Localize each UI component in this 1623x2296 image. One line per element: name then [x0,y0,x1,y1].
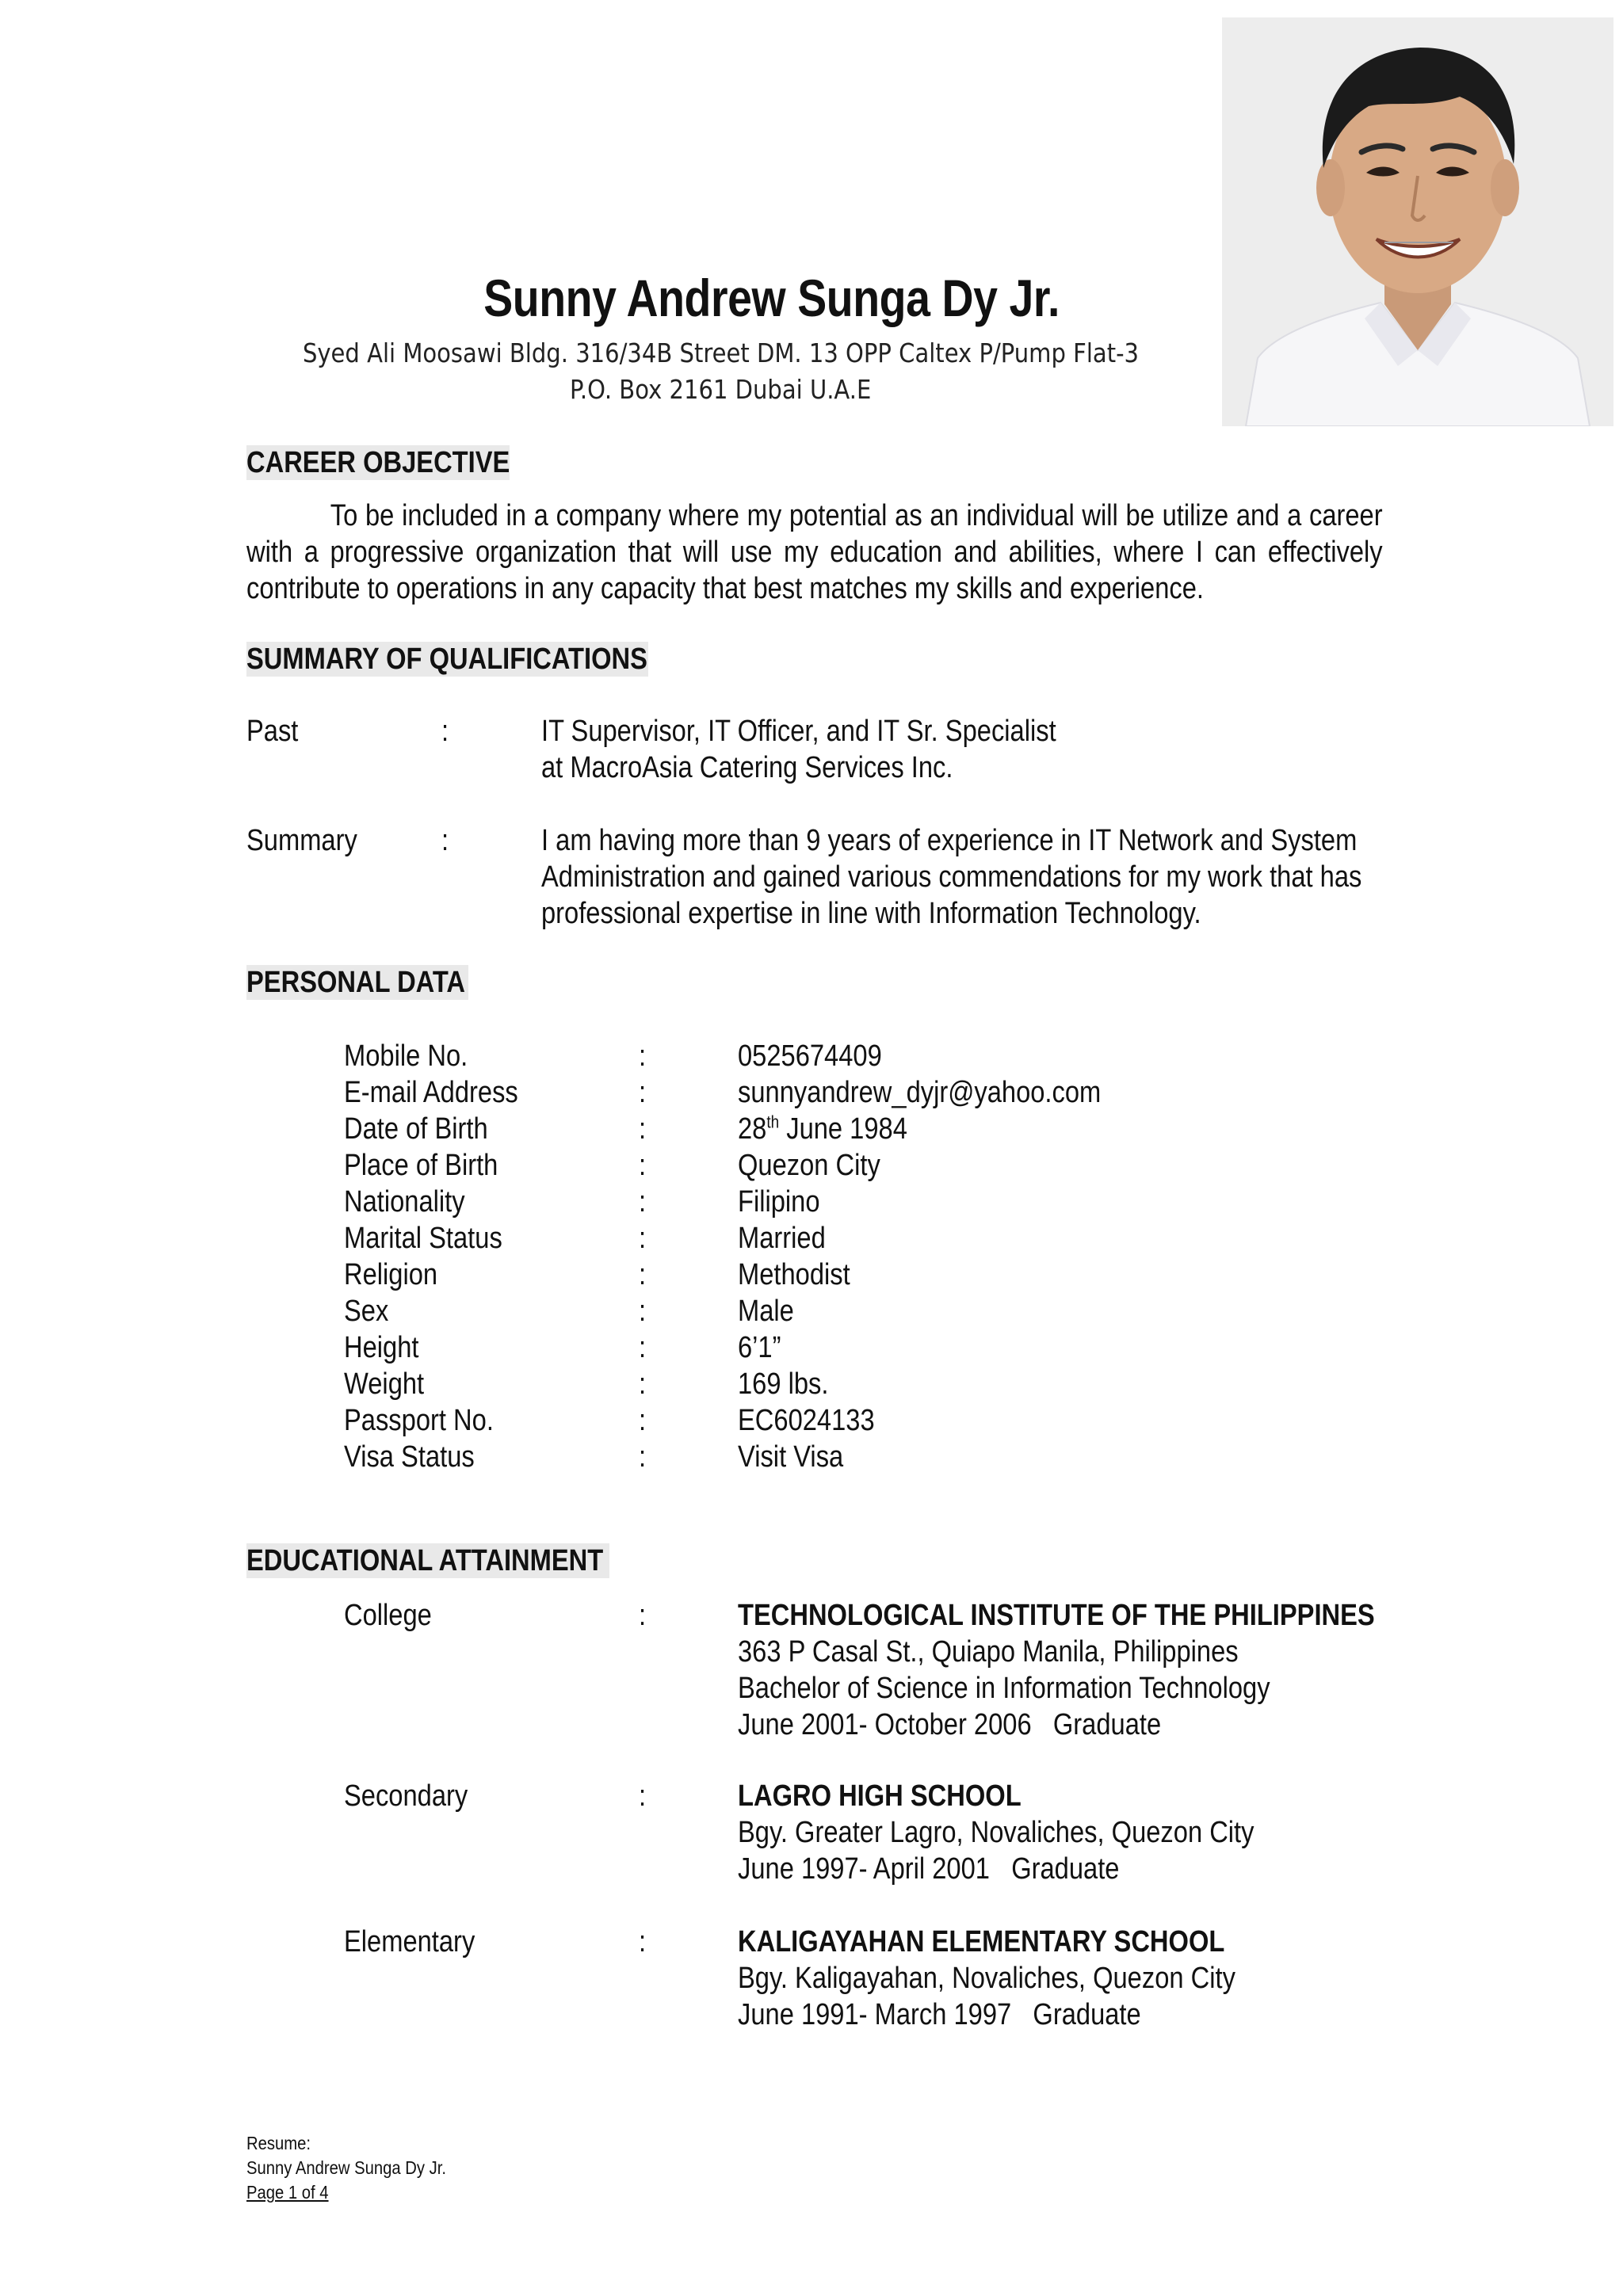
personal-label: E-mail Address [344,1076,518,1109]
personal-colon: : [639,1222,647,1255]
personal-colon: : [639,1440,647,1474]
personal-label: Nationality [344,1185,465,1219]
career-objective-text: To be included in a company where my potential as an individual will be utilize and a career with a progressive organization that will use my education and abilities, where I can effectively contribute to operations in any capacity that best matches my skills and experience. [246,499,1383,605]
college-line-1: 363 P Casal St., Quiapo Manila, Philippines [738,1635,1239,1669]
summary-line-2: Administration and gained various commendations for my work that has [541,860,1362,894]
page-footer [246,2131,473,2205]
height-value: 6’1” [738,1331,781,1364]
personal-label: Marital Status [344,1222,502,1255]
college-line-2: Bachelor of Science in Information Technology [738,1672,1270,1705]
footer-line-2: Sunny Andrew Sunga Dy Jr. [246,2157,447,2178]
personal-label: Height [344,1331,419,1364]
elementary-line-2: June 1991- March 1997 Graduate [738,1998,1141,2031]
mobile-value: 0525674409 [738,1039,882,1073]
personal-label: Date of Birth [344,1112,488,1146]
personal-label: Passport No. [344,1404,494,1437]
past-line-1: IT Supervisor, IT Officer, and IT Sr. Specialist [541,715,1056,748]
college-label: College [344,1599,432,1632]
personal-colon: : [639,1295,647,1328]
sex-value: Male [738,1295,794,1328]
past-colon: : [441,715,449,748]
elementary-colon: : [639,1925,647,1958]
personal-label: Mobile No. [344,1039,468,1073]
nationality-value: Filipino [738,1185,820,1219]
elementary-line-1: Bgy. Kaligayahan, Novaliches, Quezon City [738,1962,1235,1995]
secondary-school: LAGRO HIGH SCHOOL [738,1779,1022,1813]
summary-colon: : [441,824,449,857]
personal-label: Weight [344,1367,425,1401]
secondary-line-2: June 1997- April 2001 Graduate [738,1852,1120,1886]
personal-label: Sex [344,1295,389,1328]
religion-value: Methodist [738,1258,850,1291]
footer-page-number: Page 1 of 4 [246,2182,329,2203]
address-line-1: Syed Ali Moosawi Bldg. 316/34B Street DM. 13 OPP Caltex P/Pump Flat-3 [302,338,1139,368]
candidate-name: Sunny Andrew Sunga Dy Jr. [483,269,1060,327]
past-line-2: at MacroAsia Catering Services Inc. [541,751,953,784]
address-line-2: P.O. Box 2161 Dubai U.A.E [569,374,872,405]
college-school: TECHNOLOGICAL INSTITUTE OF THE PHILIPPINES [738,1599,1375,1632]
secondary-line-1: Bgy. Greater Lagro, Novaliches, Quezon City [738,1816,1254,1849]
birth-date-value: 28th June 1984 [738,1112,907,1146]
weight-value: 169 lbs. [738,1367,829,1401]
personal-colon: : [639,1258,647,1291]
visa-status-value: Visit Visa [738,1440,844,1474]
personal-label: Place of Birth [344,1149,498,1182]
college-colon: : [639,1599,647,1632]
qualifications-heading: SUMMARY OF QUALIFICATIONS [246,643,647,676]
personal-colon: : [639,1185,647,1219]
personal-data-heading: PERSONAL DATA [246,965,468,1000]
personal-colon: : [639,1404,647,1437]
marital-status-value: Married [738,1222,826,1255]
summary-label: Summary [246,824,357,857]
elementary-school: KALIGAYAHAN ELEMENTARY SCHOOL [738,1925,1225,1958]
college-line-3: June 2001- October 2006 Graduate [738,1708,1162,1741]
education-heading: EDUCATIONAL ATTAINMENT [246,1543,609,1578]
email-value: sunnyandrew_dyjr@yahoo.com [738,1076,1102,1109]
personal-colon: : [639,1367,647,1401]
personal-label: Visa Status [344,1440,475,1474]
secondary-label: Secondary [344,1779,468,1813]
personal-colon: : [639,1331,647,1364]
summary-line-1: I am having more than 9 years of experience in IT Network and System [541,824,1358,857]
personal-colon: : [639,1149,647,1182]
personal-label: Religion [344,1258,438,1291]
career-objective-heading: CAREER OBJECTIVE [246,446,510,479]
elementary-label: Elementary [344,1925,475,1958]
passport-value: EC6024133 [738,1404,875,1437]
past-label: Past [246,715,299,748]
personal-colon: : [639,1039,647,1073]
personal-colon: : [639,1076,647,1109]
footer-line-1: Resume: [246,2133,311,2153]
personal-colon: : [639,1112,647,1146]
secondary-colon: : [639,1779,647,1813]
summary-line-3: professional expertise in line with Information Technology. [541,897,1201,930]
birth-place-value: Quezon City [738,1149,880,1182]
